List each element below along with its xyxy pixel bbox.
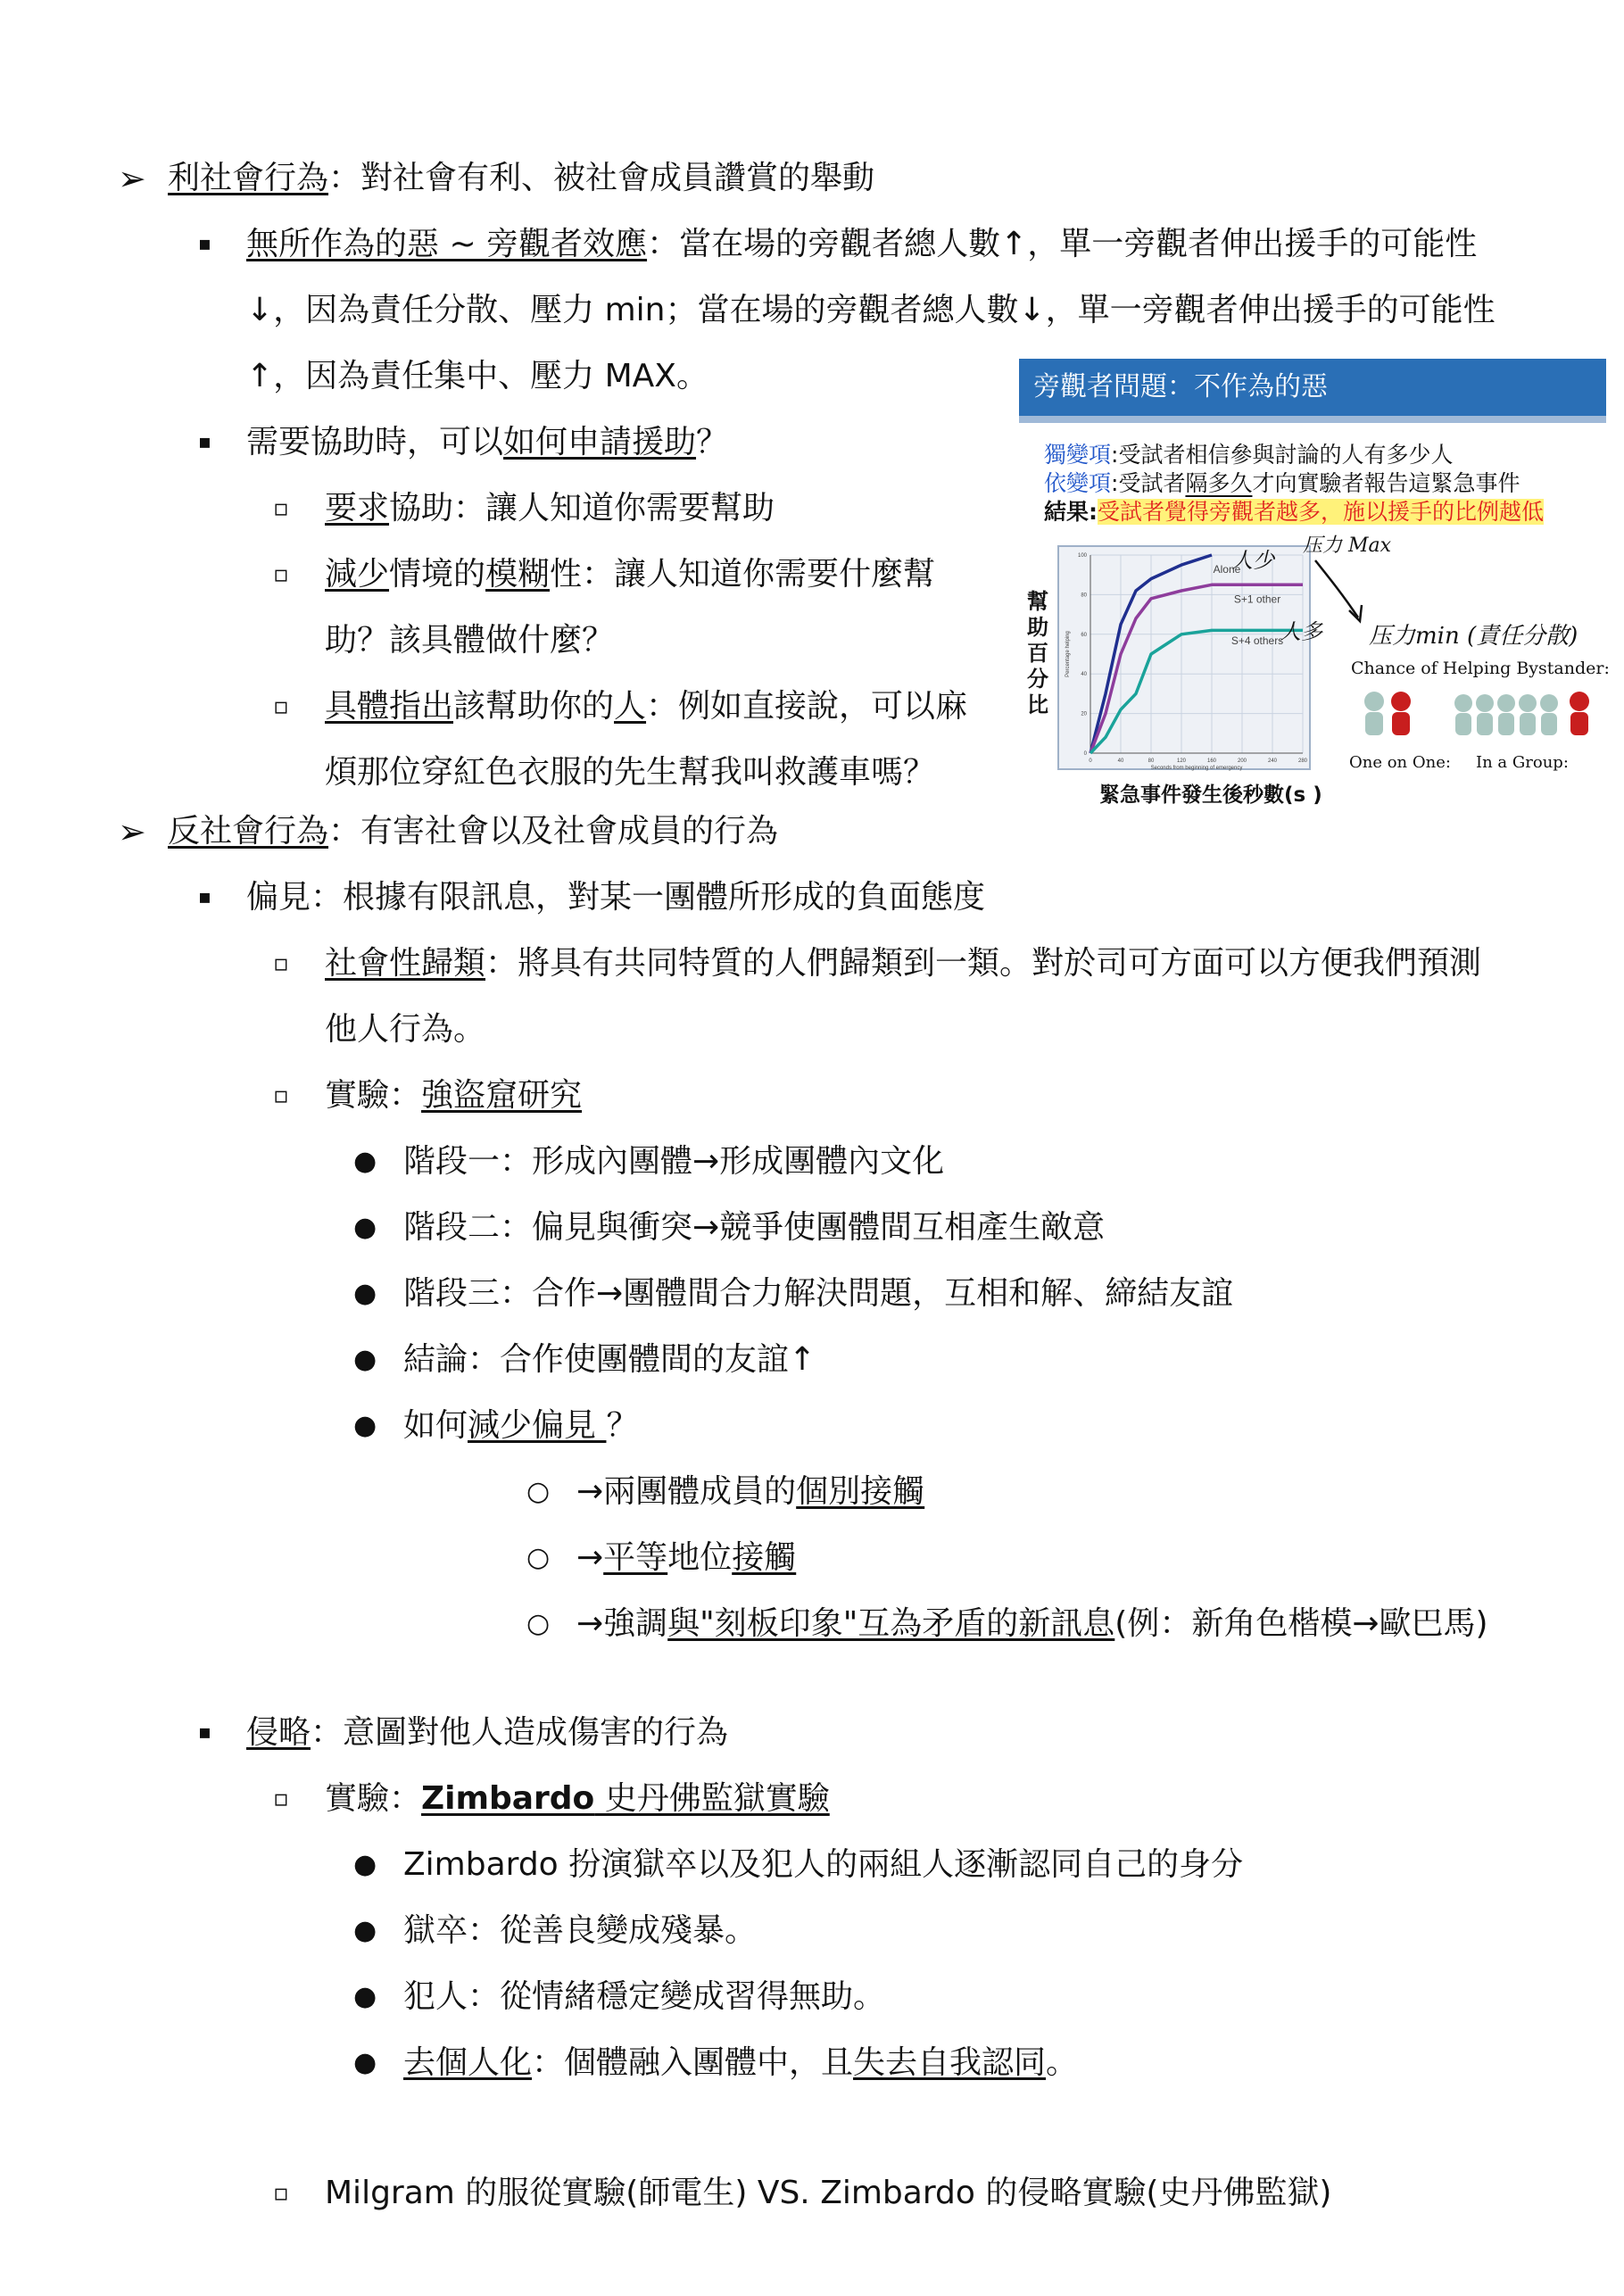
result-label: 結果:	[1044, 499, 1098, 525]
figure-banner: 旁觀者問題：不作為的惡	[1019, 359, 1606, 416]
text-fragment: 需要協助時，可以	[246, 424, 504, 460]
hollow-square-bullet: ▫	[273, 1786, 289, 1812]
text-milgram-vs-zimbardo: Milgram 的服從實驗(師電生) VS. Zimbardo 的侵略實驗(史丹佛監獄)	[325, 2175, 1332, 2211]
hollow-square-bullet: ▫	[273, 495, 289, 522]
figure-y-axis-label	[1024, 589, 1051, 718]
text-request-help	[325, 489, 775, 528]
text-counter-stereotype	[576, 1604, 1488, 1644]
hollow-square-bullet: ▫	[273, 2180, 289, 2207]
y-tick-label: 40	[1081, 672, 1087, 678]
bystander-person-icon	[1454, 694, 1472, 735]
victim-person-icon	[1391, 692, 1411, 735]
x-tick-label: 0	[1089, 758, 1092, 764]
series-label: S+4 others	[1230, 634, 1284, 647]
term-request: 要求	[325, 490, 390, 526]
text-fragment: 協助：讓人知道你需要幫助	[389, 490, 775, 526]
text-fragment: 。	[1046, 2044, 1079, 2081]
x-tick-label: 280	[1297, 758, 1308, 764]
hollow-square-bullet: ▫	[273, 693, 289, 720]
term-aggression: 侵略	[246, 1714, 311, 1751]
text-bystander-3: ↑，因為責任集中、壓力 MAX。	[246, 358, 708, 394]
text-deindividuation	[403, 2043, 1078, 2083]
term-equal: 平等	[603, 1539, 668, 1576]
text-bystander-1	[246, 225, 1477, 264]
term-ambiguity: 模糊	[485, 556, 551, 593]
arrow-bullet: ➢	[118, 812, 146, 851]
text-fragment: (例：新角色楷模→歐巴馬)	[1114, 1605, 1488, 1642]
dot-bullet: ●	[353, 1410, 377, 1441]
bystander-person-icon	[1497, 694, 1515, 735]
heading-antisocial	[168, 812, 778, 851]
in-group-label: In a Group:	[1476, 753, 1569, 772]
text-prejudice: 偏見：根據有限訊息，對某一團體所形成的負面態度	[246, 879, 986, 916]
dot-bullet: ●	[353, 2047, 377, 2078]
text-fragment: ：例如直接說，可以麻	[646, 688, 968, 725]
text-fragment: ：個體融入團體中，且	[532, 2044, 854, 2081]
y-tick-label: 80	[1081, 593, 1087, 599]
text-fragment: 地位	[667, 1539, 733, 1576]
x-tick-label: 160	[1206, 758, 1217, 764]
arrow-bullet: ➢	[118, 159, 146, 198]
term-counter-stereotype: 與"刻板印象"互為矛盾的新訊息	[667, 1605, 1115, 1642]
text-specify-person	[325, 687, 967, 726]
heading-prosocial	[168, 159, 874, 198]
dv-text: :受試者	[1111, 470, 1186, 496]
text-stage-1: 階段一：形成內團體→形成團體內文化	[403, 1143, 945, 1180]
text-guards: 獄卒：從善良變成殘暴。	[403, 1912, 758, 1949]
text-stage-2: 階段二：偏見與衝突→競爭使團體間互相產生敵意	[403, 1209, 1106, 1246]
text-specify-person-2: 煩那位穿紅色衣服的先生幫我叫救護車嗎？	[325, 754, 936, 791]
square-bullet: ▪	[198, 431, 211, 453]
helping-chart	[1053, 543, 1321, 775]
chance-label: Chance of Helping Bystander:	[1351, 659, 1610, 678]
term-reduce: 減少	[325, 556, 390, 593]
term-individual-contact: 個別接觸	[796, 1473, 925, 1510]
bystander-person-icon	[1364, 692, 1384, 735]
text-social-categorization	[325, 944, 1481, 983]
x-tick-label: 40	[1117, 758, 1124, 764]
y-axis-char: 比	[1027, 692, 1048, 717]
arrow-stroke	[1315, 560, 1358, 618]
handwritten-arrow-icon	[1310, 557, 1381, 628]
term-person: 人	[614, 688, 647, 725]
x-tick-label: 240	[1267, 758, 1278, 764]
text-fragment: →強調	[576, 1605, 668, 1642]
term-prosocial: 利社會行為	[168, 160, 329, 196]
y-tick-label: 20	[1081, 711, 1087, 717]
term-social-categorization: 社會性歸類	[325, 945, 486, 982]
text-bystander-2: ↓，因為責任分散、壓力 min；當在場的旁觀者總人數↓，單一旁觀者伸出援手的可能性	[246, 292, 1496, 328]
circle-bullet: ○	[526, 1608, 551, 1639]
text-fragment: →兩團體成員的	[576, 1473, 797, 1510]
hollow-square-bullet: ▫	[273, 950, 289, 977]
bystander-figure	[1019, 359, 1608, 814]
y-tick-label: 60	[1081, 632, 1087, 638]
series-label: Alone	[1213, 562, 1241, 576]
figure-banner-shadow	[1019, 416, 1606, 423]
dv-text: 才向實驗者報告這緊急事件	[1252, 470, 1520, 496]
dv-label: 依變項	[1044, 470, 1112, 496]
one-on-one-label: One on One:	[1349, 753, 1451, 772]
y-axis-char: 百	[1027, 641, 1048, 666]
square-bullet: ▪	[198, 1721, 211, 1744]
group-figures-icon	[1451, 687, 1608, 742]
term-reduce-prejudice: 減少偏見	[468, 1407, 607, 1444]
dot-bullet: ●	[353, 1278, 377, 1309]
square-bullet: ▪	[198, 886, 211, 908]
text-equal-status	[576, 1538, 796, 1578]
y-axis-char: 助	[1027, 615, 1048, 640]
text-fragment: ：將具有共同特質的人們歸類到一類。對於司可方面可以方便我們預測	[485, 945, 1482, 982]
handwriting-pressure-min: 压力min (責任分散)	[1369, 623, 1578, 650]
term-lose-identity: 失去自我認同	[853, 2044, 1047, 2081]
iv-label: 獨變項	[1044, 442, 1112, 468]
victim-person-icon	[1570, 692, 1589, 735]
text-reduce-ambiguity	[325, 555, 935, 594]
text-individual-contact	[576, 1472, 924, 1512]
handwriting-few: 人少	[1231, 548, 1274, 573]
text-conclusion: 結論：合作使團體間的友誼↑	[403, 1341, 816, 1378]
handwriting-many: 人多	[1280, 619, 1322, 644]
text-fragment: →	[576, 1539, 604, 1576]
text-antisocial-def: ：有害社會以及社會成員的行為	[328, 813, 779, 850]
text-question-mark: ？	[606, 1407, 639, 1444]
term-deindividuation: 去個人化	[403, 2044, 533, 2081]
term-contact: 接觸	[732, 1539, 797, 1576]
text-fragment: 該幫助你的	[453, 688, 615, 725]
y-tick-label: 0	[1083, 751, 1087, 757]
text-fragment: 性：讓人知道你需要什麼幫	[550, 556, 936, 593]
text-aggression	[246, 1713, 728, 1753]
text-reduce-prejudice	[403, 1406, 638, 1446]
text-bystander-def: ：當在場的旁觀者總人數↑，單一旁觀者伸出援手的可能性	[647, 226, 1478, 262]
text-zimbardo-roles: Zimbardo 扮演獄卒以及犯人的兩組人逐漸認同自己的身分	[403, 1846, 1244, 1883]
x-tick-label: 200	[1237, 758, 1247, 764]
square-bullet: ▪	[198, 233, 211, 255]
y-axis-char: 分	[1027, 667, 1048, 692]
term-zimbardo: Zimbardo	[421, 1780, 595, 1817]
result-text: 受試者覺得旁觀者越多，施以援手的比例越低	[1098, 499, 1545, 525]
text-robbers-cave	[325, 1076, 582, 1115]
one-on-one-figures-icon	[1356, 687, 1428, 742]
text-prisoners: 犯人：從情緒穩定變成習得無助。	[403, 1978, 886, 2015]
term-ask-help: 如何申請援助	[503, 424, 697, 460]
bystander-person-icon	[1519, 694, 1537, 735]
dv-text-underlined: 隔多久	[1185, 470, 1253, 496]
dot-bullet: ●	[353, 1849, 377, 1880]
series-label: S+1 other	[1233, 593, 1281, 606]
figure-iv	[1044, 441, 1453, 469]
figure-result	[1044, 498, 1544, 526]
text-reduce-ambiguity-2: 助？該具體做什麼？	[325, 622, 615, 659]
text-ask-help	[246, 423, 728, 462]
text-stage-3: 階段三：合作→團體間合力解決問題，互相和解、締結友誼	[403, 1275, 1234, 1312]
dot-bullet: ●	[353, 1915, 377, 1946]
text-stanford-prison	[325, 1779, 830, 1819]
circle-bullet: ○	[526, 1476, 551, 1507]
dot-bullet: ●	[353, 1146, 377, 1177]
y-axis-char: 幫	[1027, 589, 1048, 614]
y-tick-label: 100	[1077, 553, 1087, 559]
figure-dv	[1044, 469, 1520, 498]
text-fragment: 實驗：	[325, 1077, 422, 1114]
hollow-square-bullet: ▫	[273, 561, 289, 588]
chart-ylabel: Percentage helping	[1065, 631, 1071, 677]
x-tick-label: 80	[1148, 758, 1155, 764]
circle-bullet: ○	[526, 1542, 551, 1573]
text-fragment: ：意圖對他人造成傷害的行為	[311, 1714, 729, 1751]
bystander-person-icon	[1540, 694, 1558, 735]
hollow-square-bullet: ▫	[273, 1082, 289, 1109]
dot-bullet: ●	[353, 1212, 377, 1243]
text-fragment: 如何	[403, 1407, 468, 1444]
figure-x-axis-label: 緊急事件發生後秒數(s )	[1099, 783, 1322, 807]
term-antisocial: 反社會行為	[168, 813, 329, 850]
term-robbers-cave: 強盜窟研究	[421, 1077, 583, 1114]
x-tick-label: 120	[1176, 758, 1187, 764]
text-fragment: ？	[696, 424, 729, 460]
dot-bullet: ●	[353, 1981, 377, 2012]
text-social-categorization-2: 他人行為。	[325, 1011, 486, 1048]
bystander-person-icon	[1476, 694, 1494, 735]
term-bystander: 無所作為的惡 ~ 旁觀者效應	[246, 226, 648, 262]
iv-text: :受試者相信參與討論的人有多少人	[1111, 442, 1454, 468]
term-specify: 具體指出	[325, 688, 454, 725]
text-prosocial-def: ：對社會有利、被社會成員讚賞的舉動	[328, 160, 875, 196]
handwriting-pressure-max: 压力 Max	[1303, 535, 1392, 557]
text-fragment: 情境的	[389, 556, 486, 593]
term-stanford-prison: 史丹佛監獄實驗	[594, 1780, 830, 1817]
text-fragment: 實驗：	[325, 1780, 422, 1817]
chart-xlabel: Seconds from beginning of emergency	[1150, 766, 1243, 771]
dot-bullet: ●	[353, 1344, 377, 1375]
